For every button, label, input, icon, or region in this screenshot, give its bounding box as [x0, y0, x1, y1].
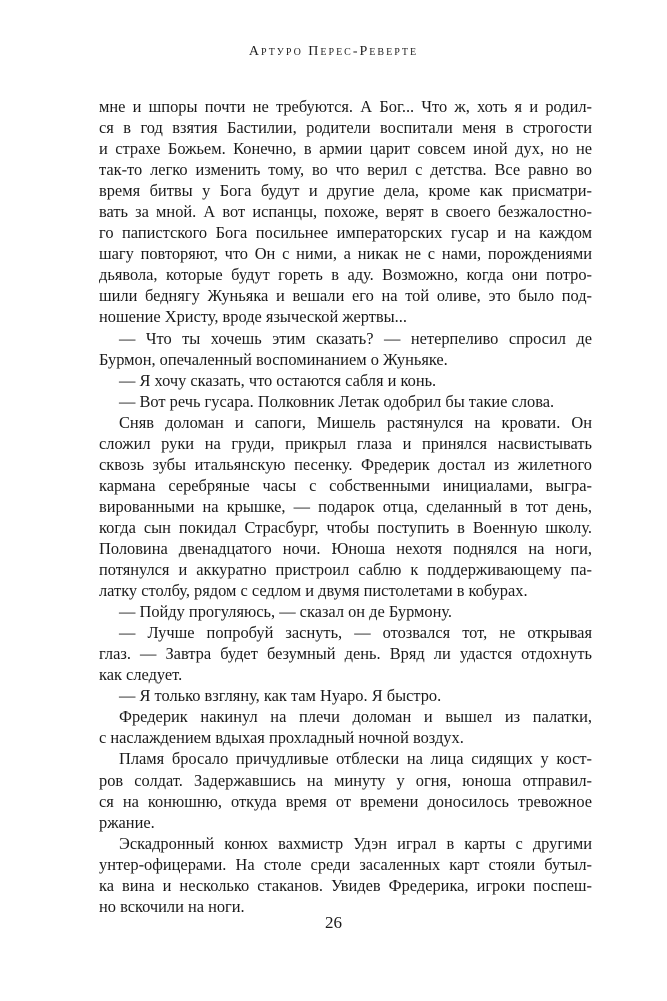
text-line: дьявола, которые будут гореть в аду. Возможно, когда они потро- — [99, 265, 592, 285]
text-line: с наслаждением вдыхая прохладный ночной воздух. — [99, 728, 464, 748]
text-line: унтер-офицерами. На столе среди засаленных карт стояли бутыл- — [99, 854, 592, 874]
text-line: вать за мной. А вот испанцы, похоже, верят в своего безжалостно- — [99, 202, 592, 222]
text-line: ка вина и несколько стаканов. Увидев Фредерика, игроки поспеш- — [99, 875, 592, 895]
text-line: шили беднягу Жуньяка и вешали его на той оливе, это было под- — [99, 286, 592, 306]
text-line: — Я хочу сказать, что остаются сабля и конь. — [119, 370, 437, 390]
page-number: 26 — [325, 913, 342, 932]
text-line: глаз. — Завтра будет безумный день. Вряд ли удастся отдохнуть — [99, 644, 592, 664]
running-head: Артуро Перес-Реверте — [248, 44, 419, 59]
text-line: так-то легко изменить тому, во что верил с детства. Все равно во — [99, 160, 592, 180]
text-line: ров солдат. Задержавшись на минуту у огня, юноша отправил- — [99, 770, 592, 790]
text-line: как следует. — [99, 665, 183, 685]
text-line: время битвы у Бога будут и другие дела, кроме как присматри- — [99, 181, 592, 201]
text-line: и страхе Божьем. Конечно, в армии царит совсем иной дух, но не — [99, 139, 592, 159]
text-line: сквозь зубы итальянскую песенку. Фредерик достал из жилетного — [99, 454, 592, 474]
text-line: мне и шпоры почти не требуются. А Бог... Что ж, хоть я и родил- — [99, 97, 592, 116]
text-line: вированными на крышке, — подарок отца, сделанный в тот день, — [99, 496, 592, 516]
text-line: ся на конюшню, откуда время от времени доносилось тревожное — [99, 791, 592, 811]
text-line: Эскадронный конюх вахмистр Удэн играл в карты с другими — [119, 833, 592, 853]
text-line: ржание. — [99, 812, 155, 832]
text-line: Пламя бросало причудливые отблески на лица сидящих у кост- — [119, 749, 592, 769]
text-line: ношение Христу, вроде языческой жертвы... — [99, 307, 407, 327]
text-line: — Пойду прогуляюсь, — сказал он де Бурмону. — [119, 602, 453, 622]
text-line: сложил руки на груди, прикрыл глаза и принялся насвистывать — [99, 433, 592, 453]
text-line: Половина двенадцатого ночи. Юноша нехотя поднялся на ноги, — [99, 538, 592, 558]
text-line: — Я только взгляну, как там Нуаро. Я быстро. — [119, 686, 442, 706]
text-line: когда сын покидал Страсбург, чтобы поступить в Военную школу. — [99, 517, 592, 537]
text-line: — Вот речь гусара. Полковник Летак одобрил бы такие слова. — [119, 391, 555, 411]
text-line: Фредерик накинул на плечи доломан и вышел из палатки, — [119, 707, 592, 727]
text-line: — Что ты хочешь этим сказать? — нетерпеливо спросил де — [119, 328, 592, 348]
text-line: но вскочили на ноги. — [99, 896, 245, 916]
text-line: го папистского Бога посильнее императорских гусар и на каждом — [99, 223, 592, 243]
text-line: ся в год взятия Бастилии, родители воспитали меня в строгости — [99, 118, 592, 138]
text-line: — Лучше попробуй заснуть, — отозвался тот, не открывая — [119, 623, 592, 643]
text-line: шагу повторяют, что Он с ними, а никак не с нами, порождениями — [99, 244, 592, 264]
text-line: потянулся и аккуратно пристроил саблю к поддерживающему па- — [99, 560, 592, 580]
body-text — [99, 96, 592, 917]
text-line: Сняв доломан и сапоги, Мишель растянулся на кровати. Он — [119, 412, 592, 432]
text-line: латку столбу, рядом с седлом и двумя пистолетами в кобурах. — [99, 581, 528, 601]
text-line: кармана серебряные часы с собственными инициалами, выгра- — [99, 475, 592, 495]
text-line: Бурмон, опечаленный воспоминанием о Жуньяке. — [99, 349, 448, 369]
